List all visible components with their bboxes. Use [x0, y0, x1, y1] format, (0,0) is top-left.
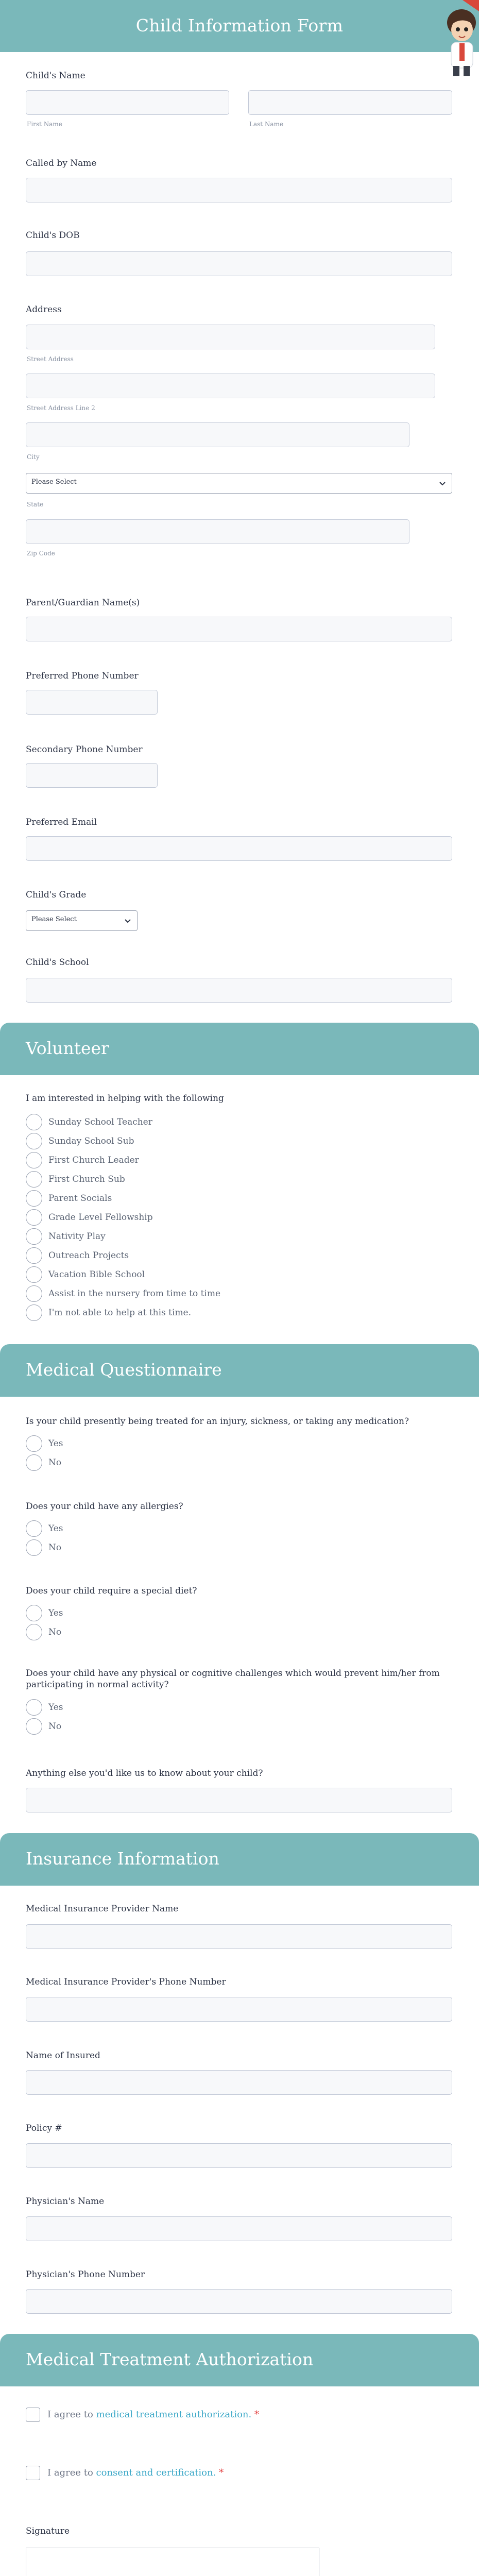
required-mark: * — [219, 2467, 224, 2478]
yes-label: Yes — [48, 1702, 63, 1713]
volunteer-option-label: Sunday School Sub — [48, 1136, 134, 1146]
volunteer-option-label: Parent Socials — [48, 1193, 112, 1204]
yes-option[interactable] — [26, 1435, 63, 1452]
medical-question-4-line2: participating in normal activity? — [26, 1680, 169, 1690]
city-input[interactable] — [26, 422, 409, 447]
volunteer-option[interactable] — [26, 1247, 129, 1264]
volunteer-option-label: First Church Leader — [48, 1155, 139, 1165]
state-sublabel: State — [27, 501, 44, 508]
radio-button[interactable] — [26, 1304, 42, 1321]
grade-select-value: Please Select — [31, 916, 77, 923]
mascot-illustration — [438, 0, 479, 76]
grade-label: Child's Grade — [26, 890, 87, 900]
street-address-input[interactable] — [26, 325, 435, 349]
street-address-line2-input[interactable] — [26, 374, 435, 398]
radio-button[interactable] — [26, 1624, 42, 1640]
yes-option[interactable] — [26, 1605, 63, 1621]
provider-phone-input[interactable] — [26, 1997, 452, 2022]
volunteer-option[interactable] — [26, 1209, 153, 1226]
signature-label: Signature — [26, 2526, 70, 2536]
street-address-line2-sublabel: Street Address Line 2 — [27, 404, 95, 412]
city-sublabel: City — [27, 453, 40, 461]
volunteer-option[interactable] — [26, 1171, 125, 1188]
yes-label: Yes — [48, 1608, 63, 1618]
no-option[interactable] — [26, 1718, 61, 1735]
chevron-down-icon — [124, 917, 132, 925]
volunteer-option-label: I'm not able to help at this time. — [48, 1308, 192, 1318]
radio-button[interactable] — [26, 1520, 42, 1537]
radio-button[interactable] — [26, 1718, 42, 1735]
required-mark: * — [254, 2409, 259, 2420]
no-label: No — [48, 1458, 62, 1468]
volunteer-option-label: Outreach Projects — [48, 1250, 129, 1261]
agree-treatment-checkbox[interactable] — [26, 2408, 40, 2422]
email-label: Preferred Email — [26, 817, 97, 827]
authorization-section-header — [0, 2334, 479, 2386]
first-name-input[interactable] — [26, 90, 229, 115]
preferred-phone-label: Preferred Phone Number — [26, 671, 139, 681]
no-label: No — [48, 1543, 62, 1553]
policy-label: Policy # — [26, 2123, 62, 2133]
volunteer-option-label: Grade Level Fellowship — [48, 1212, 153, 1223]
no-label: No — [48, 1627, 62, 1637]
radio-button[interactable] — [26, 1285, 42, 1302]
volunteer-question: I am interested in helping with the following — [26, 1093, 224, 1104]
radio-button[interactable] — [26, 1190, 42, 1207]
called-by-input[interactable] — [26, 178, 452, 202]
medical-question-1: Is your child presently being treated for an injury, sickness, or taking any medication? — [26, 1416, 409, 1427]
state-select[interactable] — [26, 473, 452, 494]
radio-button[interactable] — [26, 1435, 42, 1452]
parent-guardian-input[interactable] — [26, 617, 452, 641]
physician-input[interactable] — [26, 2216, 452, 2241]
volunteer-option[interactable] — [26, 1114, 152, 1130]
insurance-section-header — [0, 1833, 479, 1886]
no-option[interactable] — [26, 1454, 61, 1471]
policy-input[interactable] — [26, 2143, 452, 2168]
radio-button[interactable] — [26, 1699, 42, 1716]
radio-button[interactable] — [26, 1133, 42, 1149]
agree-consent-label — [47, 2467, 224, 2478]
no-label: No — [48, 1721, 62, 1732]
no-option[interactable] — [26, 1539, 61, 1556]
preferred-phone-input[interactable] — [26, 690, 158, 715]
insured-label: Name of Insured — [26, 2050, 100, 2061]
medical-question-3: Does your child require a special diet? — [26, 1586, 197, 1596]
volunteer-option-label: Nativity Play — [48, 1231, 106, 1242]
authorization-title: Medical Treatment Authorization — [26, 2349, 314, 2369]
dob-label: Child's DOB — [26, 230, 80, 241]
grade-select[interactable] — [26, 910, 138, 931]
volunteer-option[interactable] — [26, 1152, 139, 1168]
physician-label: Physician's Name — [26, 2196, 105, 2207]
radio-button[interactable] — [26, 1209, 42, 1226]
radio-button[interactable] — [26, 1171, 42, 1188]
zip-code-sublabel: Zip Code — [27, 550, 55, 557]
medical-question-4-line1: Does your child have any physical or cognitive challenges which would prevent him/her from — [26, 1668, 440, 1679]
volunteer-option-label: Sunday School Teacher — [48, 1117, 152, 1127]
medical-question-5: Anything else you'd like us to know about your child? — [26, 1768, 263, 1778]
radio-button[interactable] — [26, 1152, 42, 1168]
parent-guardian-label: Parent/Guardian Name(s) — [26, 598, 140, 608]
last-name-sublabel: Last Name — [249, 121, 284, 128]
radio-button[interactable] — [26, 1539, 42, 1556]
radio-button[interactable] — [26, 1247, 42, 1264]
address-label: Address — [26, 304, 62, 315]
volunteer-section-header — [0, 1023, 479, 1075]
insured-input[interactable] — [26, 2070, 452, 2095]
secondary-phone-label: Secondary Phone Number — [26, 744, 143, 755]
volunteer-option-label: Assist in the nursery from time to time — [48, 1289, 221, 1299]
provider-input[interactable] — [26, 1924, 452, 1949]
treatment-authorization-link[interactable]: medical treatment authorization. — [96, 2409, 252, 2420]
state-select-value: Please Select — [31, 478, 77, 486]
medical-question-2: Does your child have any allergies? — [26, 1501, 183, 1512]
physician-phone-input[interactable] — [26, 2289, 452, 2314]
volunteer-option-label: First Church Sub — [48, 1174, 125, 1184]
last-name-input[interactable] — [248, 90, 452, 115]
radio-button[interactable] — [26, 1114, 42, 1130]
radio-button[interactable] — [26, 1266, 42, 1283]
street-address-sublabel: Street Address — [27, 355, 74, 363]
anything-else-input[interactable] — [26, 1788, 452, 1812]
volunteer-option[interactable] — [26, 1304, 191, 1321]
volunteer-option[interactable] — [26, 1190, 112, 1207]
radio-button[interactable] — [26, 1605, 42, 1621]
medical-section-header — [0, 1344, 479, 1397]
school-label: Child's School — [26, 957, 89, 968]
radio-button[interactable] — [26, 1454, 42, 1471]
chevron-down-icon — [438, 479, 447, 487]
agree-treatment-label — [47, 2409, 259, 2420]
physician-phone-label: Physician's Phone Number — [26, 2269, 145, 2280]
agree-prefix: I agree to — [47, 2467, 93, 2478]
form-title: Child Information Form — [135, 15, 344, 36]
yes-option[interactable] — [26, 1520, 63, 1537]
volunteer-option[interactable] — [26, 1133, 134, 1149]
childs-name-label: Child's Name — [26, 71, 85, 81]
volunteer-option[interactable] — [26, 1285, 220, 1302]
agree-consent-checkbox[interactable] — [26, 2466, 40, 2480]
school-input[interactable] — [26, 978, 452, 1003]
provider-label: Medical Insurance Provider Name — [26, 1904, 179, 1914]
yes-option[interactable] — [26, 1699, 63, 1716]
agree-prefix: I agree to — [47, 2409, 93, 2420]
called-by-label: Called by Name — [26, 158, 97, 168]
signature-pad[interactable] — [26, 2548, 319, 2576]
insurance-title: Insurance Information — [26, 1849, 219, 1869]
volunteer-title: Volunteer — [26, 1038, 109, 1058]
yes-label: Yes — [48, 1523, 63, 1534]
email-input[interactable] — [26, 836, 452, 861]
dob-input[interactable] — [26, 251, 452, 276]
yes-label: Yes — [48, 1438, 63, 1449]
no-option[interactable] — [26, 1624, 61, 1640]
form-header — [0, 0, 479, 52]
radio-button[interactable] — [26, 1228, 42, 1245]
consent-certification-link[interactable]: consent and certification. — [96, 2467, 216, 2478]
first-name-sublabel: First Name — [27, 121, 62, 128]
volunteer-option[interactable] — [26, 1266, 145, 1283]
medical-title: Medical Questionnaire — [26, 1360, 222, 1380]
volunteer-option-label: Vacation Bible School — [48, 1269, 145, 1280]
zip-code-input[interactable] — [26, 519, 409, 544]
secondary-phone-input[interactable] — [26, 763, 158, 788]
provider-phone-label: Medical Insurance Provider's Phone Number — [26, 1977, 226, 1987]
volunteer-option[interactable] — [26, 1228, 106, 1245]
